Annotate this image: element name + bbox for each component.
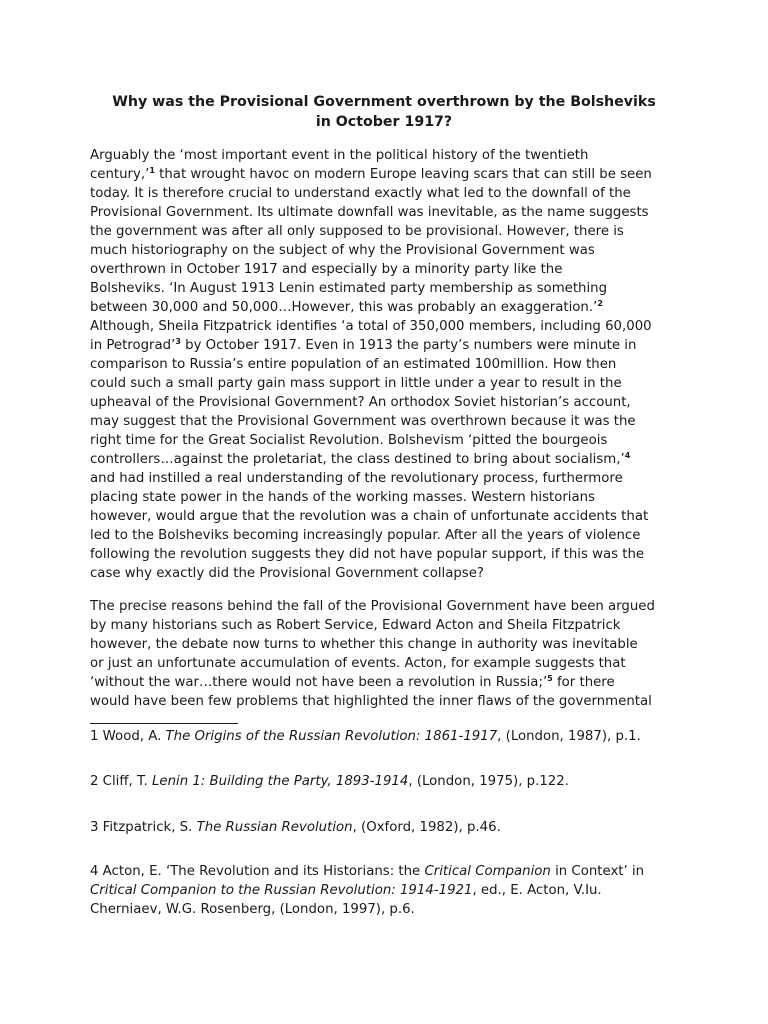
text-line: Although, Sheila Fitzpatrick identifies ‘a total of 350,000 members, including 60,000 (90, 319, 652, 334)
text-line: overthrown in October 1917 and especially by a minority party like the (90, 262, 563, 277)
text-line: much historiography on the subject of why the Provisional Government was (90, 243, 595, 258)
text-line: case why exactly did the Provisional Government collapse? (90, 566, 484, 581)
footnote-line: 2 Cliff, T. Lenin 1: Building the Party, 1893-1914, (London, 1975), p.122. (90, 774, 569, 789)
footnote-mark[interactable]: 4 (624, 451, 631, 460)
citation-title: The Origins of the Russian Revolution: 1861-1917 (165, 729, 498, 744)
citation-title: The Russian Revolution (196, 820, 353, 835)
footnote-line: 3 Fitzpatrick, S. The Russian Revolution, (Oxford, 1982), p.46. (90, 820, 501, 835)
footnote-line: 1 Wood, A. The Origins of the Russian Revolution: 1861-1917, (London, 1987), p.1. (90, 729, 641, 744)
footnote-2 (90, 772, 690, 791)
title-line-1: Why was the Provisional Government overthrown by the Bolsheviks (112, 94, 656, 110)
body-paragraph-2 (90, 597, 690, 711)
text-line: comparison to Russia’s entire population of an estimated 100million. How then (90, 357, 617, 372)
text-line: between 30,000 and 50,000…However, this was probably an exaggeration.’$^2$ (90, 299, 603, 315)
footnote-line: 4 Acton, E. ‘The Revolution and its Historians: the Critical Companion in Context’ in (90, 864, 645, 879)
text-line: the government was after all only supposed to be provisional. However, there is (90, 224, 624, 239)
footnote-mark[interactable]: 2 (597, 299, 603, 308)
text-line: ‘without the war…there would not have been a revolution in Russia;’$^5$ for there (90, 674, 615, 690)
text-line: however, would argue that the revolution was a chain of unfortunate accidents that (90, 509, 649, 524)
footnote-line: Critical Companion to the Russian Revolution: 1914-1921, ed., E. Acton, V.Iu. (90, 883, 602, 898)
text-line: may suggest that the Provisional Government was overthrown because it was the (90, 414, 636, 429)
text-line: controllers…against the proletariat, the class destined to bring about socialism,’$^4$ (90, 451, 631, 467)
citation-title: Critical Companion to the Russian Revolution: 1914-1921 (90, 883, 473, 898)
footnote-separator (90, 723, 238, 724)
footnote-4 (90, 862, 690, 919)
text-line: by many historians such as Robert Service, Edward Acton and Sheila Fitzpatrick (90, 618, 621, 633)
text-line: and had instilled a real understanding of the revolutionary process, furthermore (90, 471, 623, 486)
footnote-1 (90, 727, 690, 746)
text-line: right time for the Great Socialist Revolution. Bolshevism ‘pitted the bourgeois (90, 433, 608, 448)
text-line: The precise reasons behind the fall of the Provisional Government have been argued (90, 599, 655, 614)
citation-title: Critical Companion (424, 864, 551, 879)
text-line: upheaval of the Provisional Government? An orthodox Soviet historian’s account, (90, 395, 631, 410)
text-line: Provisional Government. Its ultimate downfall was inevitable, as the name suggests (90, 205, 649, 220)
text-line: however, the debate now turns to whether this change in authority was inevitable (90, 637, 638, 652)
footnote-mark[interactable]: 3 (175, 337, 181, 346)
body-paragraph-1 (90, 146, 690, 583)
text-line: following the revolution suggests they did not have popular support, if this was the (90, 547, 645, 562)
footnote-3 (90, 818, 690, 837)
footnote-mark[interactable]: 1 (149, 166, 155, 175)
title-line-2: in October 1917? (315, 114, 453, 130)
text-line: Arguably the ‘most important event in the political history of the twentieth (90, 148, 589, 163)
document-title (90, 92, 678, 132)
footnote-line: Cherniaev, W.G. Rosenberg, (London, 1997), p.6. (90, 902, 415, 917)
text-line: in Petrograd’$^3$ by October 1917. Even in 1913 the party’s numbers were minute in (90, 337, 637, 353)
text-line: today. It is therefore crucial to understand exactly what led to the downfall of the (90, 186, 631, 201)
footnote-mark[interactable]: 5 (547, 674, 553, 683)
text-line: would have been few problems that highlighted the inner flaws of the governmental (90, 694, 652, 709)
text-line: Bolsheviks. ‘In August 1913 Lenin estimated party membership as something (90, 281, 608, 296)
text-line: century,’$^1$ that wrought havoc on modern Europe leaving scars that can still be seen (90, 166, 652, 182)
text-line: could such a small party gain mass support in little under a year to result in the (90, 376, 622, 391)
text-line: or just an unfortunate accumulation of events. Acton, for example suggests that (90, 656, 626, 671)
text-line: led to the Bolsheviks becoming increasingly popular. After all the years of violence (90, 528, 641, 543)
text-line: placing state power in the hands of the working masses. Western historians (90, 490, 596, 505)
citation-title: Lenin 1: Building the Party, 1893-1914 (151, 774, 409, 789)
